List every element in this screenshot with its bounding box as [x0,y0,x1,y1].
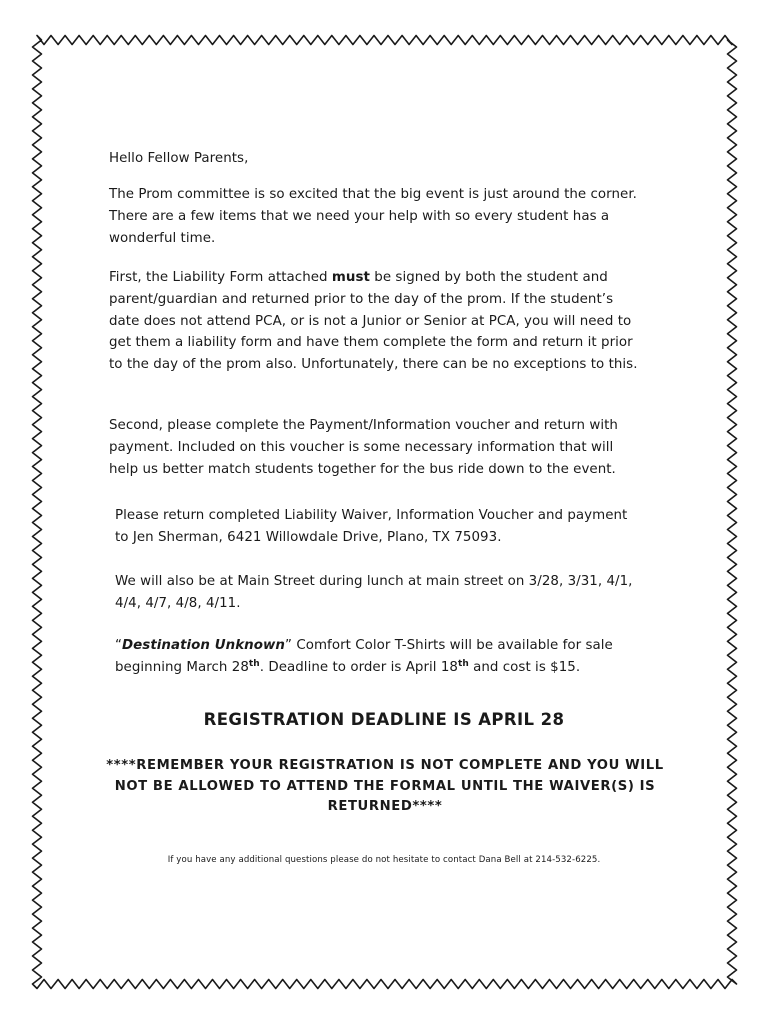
must-emphasis: must [331,270,370,285]
ordinal-suffix-2: th [458,658,469,669]
main-street-paragraph [115,571,645,615]
ordinal-suffix-1: th [248,658,260,669]
main-street-text: We will also be at Main Street during lunch at main street on 3/28, 3/31, 4/1, 4/4, 4/7, 4/8, 4/11. [115,574,633,611]
return-paragraph [115,505,645,549]
liability-text-start: First, the Liability Form attached [109,270,332,285]
quote-close: ” [285,638,293,653]
liability-paragraph [109,267,639,376]
registration-deadline-heading: REGISTRATION DEADLINE IS APRIL 28 [203,710,565,729]
contact-note: If you have any additional questions please do not hesitate to contact Dana Bell at 214-532-6225. [167,855,601,865]
greeting-text: Hello Fellow Parents, [109,151,249,166]
tshirt-paragraph [115,635,645,679]
return-text: Please return completed Liability Waiver, Information Voucher and payment to Jen Sherman, 6421 Willowdale Drive, Plano, TX 75093. [115,508,628,545]
quote-open: “ [115,638,122,653]
liability-text-end: be signed by both the student and parent/guardian and returned prior to the day of the prom. If the student’s date does not attend PCA, or is not a Junior or Senior at PCA, you will need to get them a liability form and have them complete the form and return it prior to the day of the prom also. Unfortunately, there can be no exceptions to this. [109,270,638,373]
liability-text [109,267,639,376]
tshirt-text [115,635,645,679]
intro-text: The Prom committee is so excited that the big event is just around the corner. There are a few items that we need your help with so every student has a wonderful time. [109,187,637,246]
payment-text: Second, please complete the Payment/Information voucher and return with payment. Included on this voucher is some necessary information that will help us better match students together for the bus ride down to the event. [109,418,618,477]
payment-paragraph [109,415,639,480]
tshirt-text-part1: Comfort Color T-Shirts will be available for sale beginning March 28 [115,638,613,675]
intro-paragraph [109,184,639,249]
tshirt-text-part3: and cost is $15. [468,659,581,675]
tshirt-text-part2: . Deadline to order is April 18 [259,659,458,675]
destination-unknown-title: Destination Unknown [122,638,286,653]
greeting [109,148,639,170]
registration-reminder: ****REMEMBER YOUR REGISTRATION IS NOT COMPLETE AND YOU WILL NOT BE ALLOWED TO ATTEND THE FORMAL UNTIL THE WAIVER(S) IS RETURNED**** [106,758,664,814]
